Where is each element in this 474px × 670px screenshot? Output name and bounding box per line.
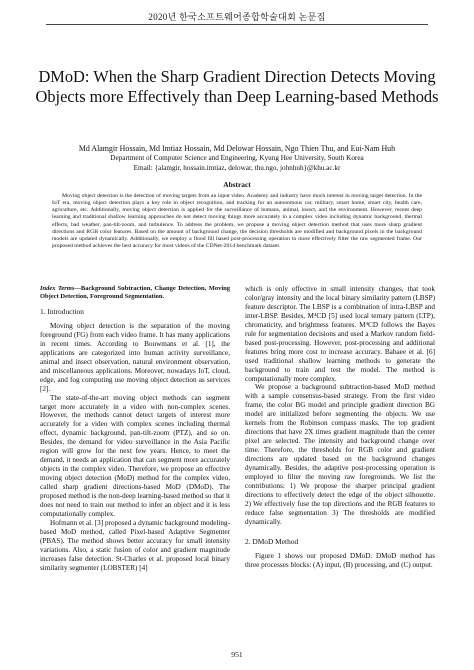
page-number: 951 [231,650,243,659]
paper-title: DMoD: When the Sharp Gradient Direction Detects Moving Objects more Effectively than Deep Learning-based Methods [35,67,439,106]
left-column [40,285,230,573]
index-terms-text: —Background Subtraction, Change Detection, Moving Object Detection, Foreground Segmentation. [40,285,231,300]
section-heading-introduction: 1. Introduction [40,307,84,316]
paper-authors: Md Alamgir Hossain, Md Imtiaz Hossain, Md Delowar Hossain, Ngo Thien Thu, and Eui-Nam Huh [78,144,396,153]
intro-paragraph-3: Hofmann et al. [3] proposed a dynamic background modeling-based MoD method, called Pixel-based Adaptive Segmenter (PBAS). The method shows better accuracy for small intensity variations. Also, a static fusion of color and gradient magnitude increases false detection. St-Charles et al. proposed local binary similarity segmenter (LOBSTER) [4] [40,518,230,572]
intro-paragraph-1: Moving object detection is the separation of the moving foreground (FG) from each video frame. It has many applications in recent times. According to Bouwmans et al. [1], the applications are categorized into human activity surveillance, animal and insect observation, natural environment observation, and miscellaneous applications. Moreover, nowadays IoT, cloud, edge, and fog computing use moving object detection as services [2]. [40,321,230,393]
header-divider [46,24,428,25]
conference-header: 2020년 한국소프트웨어종합학술대회 논문집 [148,12,326,22]
abstract-heading: Abstract [223,180,251,189]
method-paragraph-1: Figure 1 shows our proposed DMoD. DMoD method has three processes blocks: (A) input, (B) processing, and (C) output. [245,551,435,569]
right-column [245,285,435,570]
index-terms [40,285,230,301]
section-heading-dmod-method: 2. DMoD Method [245,536,299,546]
intro-paragraph-5: We propose a background subtraction-based MoD method with a sample consensus-based strategy. From the first video frame, the color BG model and principle gradient direction BG model are initialized before segmenting the objects. We use kernels from the Robinson compass masks. The top gradient directions that have 2X times gradient magnitude than the center pixel are selected. The intensity and background change over time. Therefore, the thresholds for RGB color and gradient directions are updated based on the background changes dynamically. Besides, the adaptive post-processing operation is employed to filter the moving raw foregrounds. We list the contributions: 1) We propose the sharper principal gradient directions to effectively detect the edge of the object silhouette. 2) We effectively fuse the top directions and the RGB features to reduce false segmentation 3) The thresholds are modified dynamically. [245,383,435,526]
intro-paragraph-2: The state-of-the-art moving object methods can segment target more accurately in a video with non-complex scenes. However, the methods cannot detect targets of interest more accurately for a video with complex scenes including thermal effect, dynamic background, pan-tilt-zoom (PTZ), and so on. Besides, the demand for video surveillance in the Asia Pacific region will grow for the next few years. Hence, to meet the demand, it needs an application that can segment more accurately objects in the complex video. Therefore, we propose an effective moving object detection (MoD) method for the complex video, called sharp gradient directions-based MoD (DMoD). The proposed method is the non-deep learning-based method so that it does not need to train our method to infer an object and it is less computationally complex. [40,393,230,518]
index-terms-label: Index Terms [40,285,75,292]
author-affiliation: Department of Computer Science and Engineering, Kyung Hee University, South Korea [110,154,364,162]
abstract-text: Moving object detection is the detection of moving targets from an input video. Academy and industry have much interest in moving target detection. In the IoT era, moving object detection plays a key role in object recognition, and tracking for an autonomous car, military, smart home, smart city, health care, agriculture, etc. Additionally, moving object detection is applied for the surveillance of humans, animal, insect, and the environment. However, recent deep learning and traditional shallow learning approaches do not detect moving things more accurately in a complex video including dynamic background, thermal effects, bad weather, pan-tilt-zoom, and turbulence. To address the problem, we propose a moving object detection method that uses more sharp gradient directions and RGB color features. Based on the amount of background change, the decision thresholds are modified and background pixels in the background models are updated dynamically. Additionally, we employ a flood fill based post-processing operation to more effectively filter the raw segmented frame. Our proposed method achieves the best accuracy for most videos of the CDNet-2014 benchmark dataset. [52,193,422,250]
intro-paragraph-4: which is only effective in small intensity changes, that took color/gray intensity and the local binary similarity pattern (LBSP) feature descriptor. The LBSP is a combination of intra-LBSP and inter-LBSP. Besides, M⁴CD [5] used local ternary pattern (LTP), chromaticity, and brightness features. M⁴CD follows the Bayes rule for segmentation decisions and used a Markov random field-based post-processing. However, post-processing and additional features bring more cost to increase accuracy. Babaee et al. [6] used traditional shallow learning methods to generate the background to train and test the model. The method is computationally more complex. [245,285,435,383]
author-emails: Email: {alamgir, hossain.imtiaz, delowar, thu.ngo, johnhuh}@khu.ac.kr [133,164,341,172]
